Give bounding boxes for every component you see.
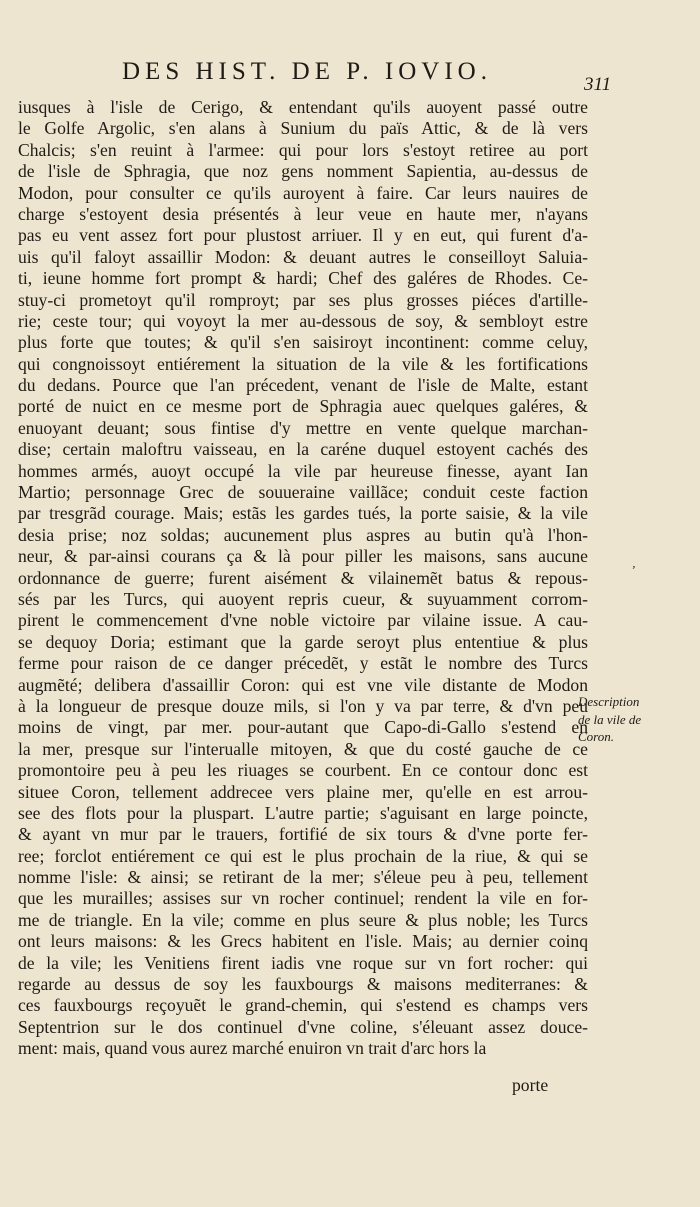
text-line: rie; ceste tour; qui voyoyt la mer au-dessous de soy, & sembloyt estre — [18, 310, 588, 331]
text-line: uis qu'il faloyt assaillir Modon: & deuant autres le conseilloyt Saluia- — [18, 246, 588, 267]
margin-mark: ʼ — [631, 563, 635, 577]
text-line: promontoire peu à peu les riuages se courbent. En ce contour donc est — [18, 760, 588, 781]
text-line: regarde au dessus de soy les fauxbourgs & maisons mediterranes: & — [18, 974, 588, 995]
page-number: 311 — [584, 74, 612, 95]
text-line: pas eu vent assez fort pour plustost arriuer. Il y en eut, qui furent d'a- — [18, 225, 588, 246]
text-line: ont leurs maisons: & les Grecs habitent en l'isle. Mais; au dernier coinq — [18, 931, 588, 952]
catchword: porte — [512, 1075, 549, 1095]
text-line: neur, & par-ainsi courans ça & là pour piller les maisons, sans aucune — [18, 546, 588, 567]
text-line: iusques à l'isle de Cerigo, & entendant qu'ils auoyent passé outre — [18, 97, 588, 117]
text-line: desia prise; noz soldas; aucunement plus aspres au butin qu'à l'hon- — [18, 524, 588, 545]
text-line: de l'isle de Sphragia, que noz gens nomment Sapientia, au-dessus de — [18, 161, 588, 182]
text-line: sés par les Turcs, qui auoyent repris cueur, & suyuamment corrom- — [18, 588, 588, 609]
text-line: situee Coron, tellement addrecee vers plaine mer, qu'elle en est arrou- — [18, 781, 588, 802]
text-line: dise; certain maloftru vaisseau, en la caréne duquel estoyent cachés des — [18, 439, 588, 460]
margin-note-line: de la vile de — [578, 711, 642, 727]
running-head: DES HIST. DE P. IOVIO. — [122, 58, 492, 85]
text-line: que les murailles; assises sur vn rocher continuel; rendent la vile en for- — [18, 888, 588, 909]
text-line: nomme l'isle: & ainsi; se retirant de la mer; s'éleue peu à peu, tellement — [18, 867, 588, 888]
text-line: Septentrion sur le dos continuel d'vne coline, s'éleuant assez douce- — [18, 1016, 588, 1037]
text-line: Modon, pour consulter ce qu'ils auroyent à faire. Car leurs nauires de — [18, 182, 588, 203]
margin-note-line: Description — [578, 694, 640, 709]
text-line: see des flots pour la pluspart. L'autre partie; s'aguisant en large poincte, — [18, 802, 588, 823]
text-line: enuoyant deuant; sous fintise d'y mettre en vente quelque marchan- — [18, 417, 588, 438]
text-line: du dedans. Pource que l'an précedent, venant de l'isle de Malte, estant — [18, 375, 588, 396]
text-line: charge s'estoyent desia présentés à leur veue en haute mer, n'ayans — [18, 203, 588, 224]
text-line: ment: mais, quand vous aurez marché enuiron vn trait d'arc hors la — [18, 1038, 487, 1059]
text-line: à la longueur de presque douze mils, si l'on y va par terre, & d'vn peu — [18, 695, 588, 716]
margin-note-line: Coron. — [578, 729, 614, 744]
text-line: ferme pour raison de ce danger précedẽt, y estãt le nombre des Turcs — [18, 653, 588, 674]
text-line: porté de nuict en ce mesme port de Sphragia auec quelques galéres, & — [18, 396, 588, 417]
text-line: plus forte que toutes; & qu'il s'en saisiroyt incontinent: comme celuy, — [18, 332, 588, 353]
body-text — [18, 97, 588, 1060]
text-line: qui congnoissoyt entiérement la situation de la vile & les fortifications — [18, 353, 588, 374]
text-line: me de triangle. En la vile; comme en plus seure & plus noble; les Turcs — [18, 909, 588, 930]
text-line: se dequoy Doria; estimant que la garde seroyt plus ententiue & plus — [18, 631, 588, 652]
text-line: ces fauxbourgs reçoyuẽt le grand-chemin, qui s'estend es champs vers — [18, 995, 588, 1016]
text-line: pirent le commencement d'vne noble victoire par vilaine issue. A cau- — [18, 610, 588, 631]
text-line: hommes armés, auoyt occupé la vile par heureuse finesse, ayant Ian — [18, 460, 588, 481]
text-line: augmẽté; delibera d'assaillir Coron: qui est vne vile distante de Modon — [18, 674, 588, 695]
text-line: ordonnance de guerre; furent aisément & vilainemẽt batus & repous- — [18, 567, 588, 588]
text-line: Chalcis; s'en reuint à l'armee: qui pour lors s'estoyt retiree au port — [18, 139, 588, 160]
text-line: ti, ieune homme fort prompt & hardi; Chef des galéres de Rhodes. Ce- — [18, 268, 588, 289]
text-line: le Golfe Argolic, s'en alans à Sunium du païs Attic, & de là vers — [18, 118, 588, 139]
text-line: moins de vingt, par mer. pour-autant que Capo-di-Gallo s'estend en — [18, 717, 588, 738]
text-line: Martio; personnage Grec de souueraine vaillãce; conduit ceste faction — [18, 482, 588, 503]
text-line: la mer, presque sur l'interualle mitoyen, & que du costé gauche de ce — [18, 738, 588, 759]
text-line: ree; forclot entiérement ce qui est le plus prochain de la riue, & qui se — [18, 845, 588, 866]
margin-note — [578, 693, 696, 746]
text-line: par tresgrãd courage. Mais; estãs les gardes tués, la porte saisie, & la vile — [18, 503, 588, 524]
text-line: & ayant vn mur par le trauers, fortifié de six tours & d'vne porte fer- — [18, 824, 588, 845]
text-line: de la vile; les Venitiens firent iadis vne roque sur vn fort rocher: qui — [18, 952, 588, 973]
text-line: stuy-ci prometoyt qu'il romproyt; par ses plus grosses piéces d'artille- — [18, 289, 588, 310]
